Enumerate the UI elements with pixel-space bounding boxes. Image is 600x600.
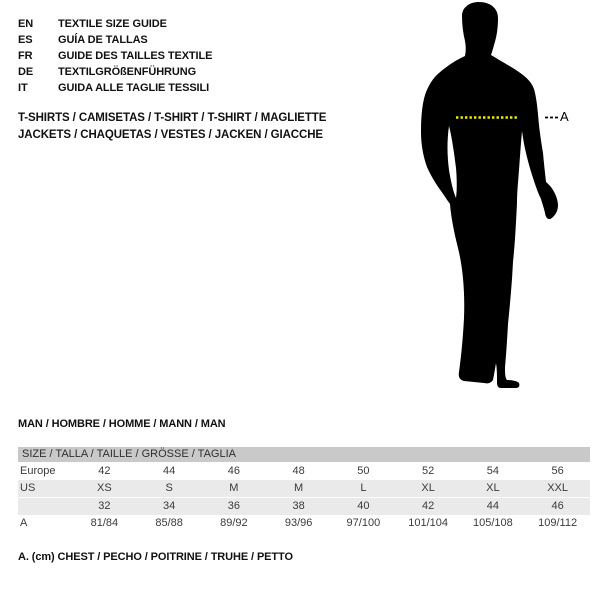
table-cell: 93/96 <box>284 517 313 529</box>
table-cell: 81/84 <box>90 517 119 529</box>
language-code: DE <box>18 66 34 78</box>
table-cell: 34 <box>163 500 176 512</box>
category-lines <box>18 110 326 144</box>
man-silhouette-shape <box>421 2 558 388</box>
table-cell: 101/104 <box>408 517 448 529</box>
language-row-it <box>18 80 212 96</box>
category-line-jackets: JACKETS / CHAQUETAS / VESTES / JACKEN / GIACCHE <box>18 129 323 141</box>
row-label: A <box>20 517 28 529</box>
table-cell: 56 <box>551 465 564 477</box>
section-title-man: MAN / HOMBRE / HOMME / MANN / MAN <box>18 418 226 430</box>
table-cell: 52 <box>422 465 435 477</box>
table-cell: S <box>165 482 173 494</box>
language-row-fr <box>18 48 212 64</box>
language-label: GUIDE DES TAILLES TEXTILE <box>58 50 213 62</box>
language-code: ES <box>18 34 33 46</box>
table-cell: 44 <box>163 465 176 477</box>
table-cell: M <box>294 482 304 494</box>
table-cell: 42 <box>98 465 111 477</box>
table-row-numeric <box>18 498 590 515</box>
language-label: GUÍA DE TALLAS <box>58 34 148 46</box>
table-row-europe <box>18 463 590 480</box>
language-code: IT <box>18 82 28 94</box>
table-cell: M <box>229 482 239 494</box>
measure-label-a: A <box>560 109 569 124</box>
language-list <box>18 16 212 96</box>
size-table-header: SIZE / TALLA / TAILLE / GRÖSSE / TAGLIA <box>18 447 590 462</box>
table-cell: 54 <box>486 465 499 477</box>
language-label: TEXTILGRÖßENFÜHRUNG <box>58 66 197 78</box>
language-row-en <box>18 16 212 32</box>
table-cell: XXL <box>547 482 569 494</box>
category-line-tshirts: T-SHIRTS / CAMISETAS / T-SHIRT / T-SHIRT / MAGLIETTE <box>18 112 327 124</box>
language-label: GUIDA ALLE TAGLIE TESSILI <box>58 82 210 94</box>
man-silhouette-figure <box>395 0 600 410</box>
row-label <box>18 498 72 515</box>
table-cell: XL <box>421 482 435 494</box>
table-cell: 32 <box>98 500 111 512</box>
table-cell: 109/112 <box>538 517 578 529</box>
table-cell: XL <box>486 482 500 494</box>
language-code: FR <box>18 50 33 62</box>
table-cell: 44 <box>486 500 499 512</box>
size-table <box>18 447 590 532</box>
table-cell: 40 <box>357 500 370 512</box>
table-row-chest <box>18 515 590 532</box>
table-cell: 42 <box>422 500 435 512</box>
measurement-footnote: A. (cm) CHEST / PECHO / POITRINE / TRUHE / PETTO <box>18 551 293 563</box>
language-code: EN <box>18 18 34 30</box>
table-cell: 46 <box>551 500 564 512</box>
language-row-de <box>18 64 212 80</box>
table-row-us <box>18 480 590 497</box>
table-cell: 50 <box>357 465 370 477</box>
row-label: Europe <box>20 465 56 477</box>
table-cell: 89/92 <box>220 517 248 529</box>
table-cell: 97/100 <box>346 517 381 529</box>
table-cell: 105/108 <box>472 517 513 529</box>
table-cell: 38 <box>292 500 305 512</box>
language-label: TEXTILE SIZE GUIDE <box>58 18 167 30</box>
table-cell: L <box>360 482 367 494</box>
table-cell: 85/88 <box>155 517 183 529</box>
table-cell: 48 <box>292 465 305 477</box>
table-cell: XS <box>97 482 112 494</box>
language-row-es <box>18 32 212 48</box>
table-cell: 46 <box>227 465 240 477</box>
table-cell: 36 <box>227 500 240 512</box>
row-label: US <box>20 482 36 494</box>
